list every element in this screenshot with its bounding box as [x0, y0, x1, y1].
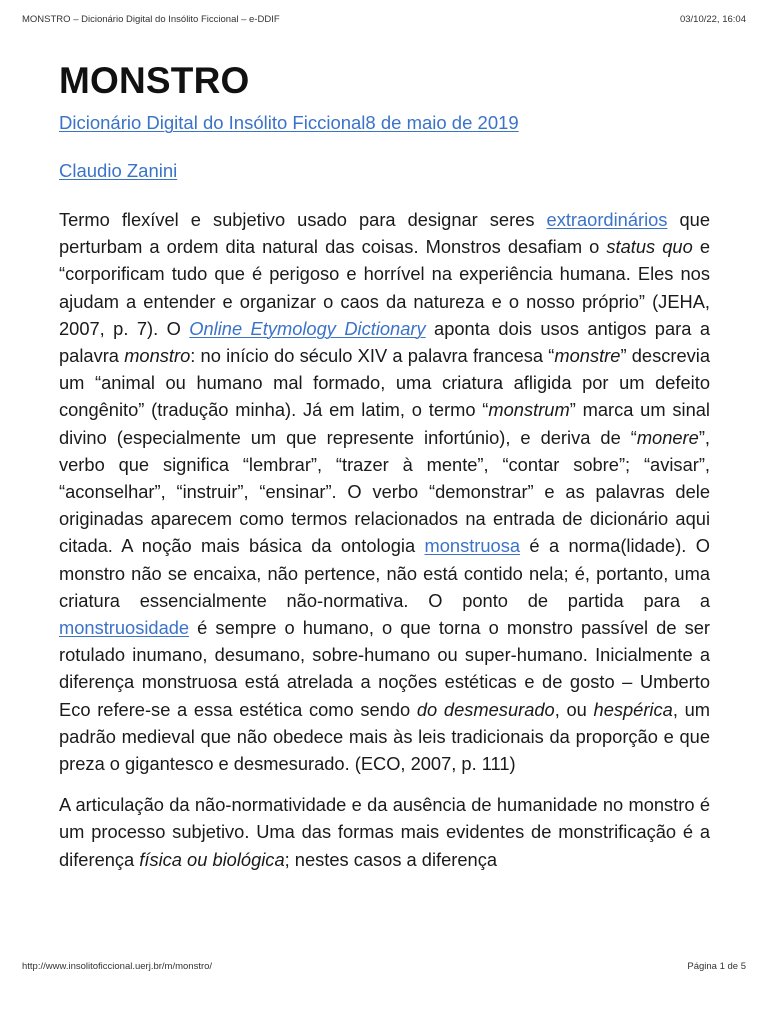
article-author	[59, 158, 710, 184]
text: ; nestes casos a diferença	[284, 848, 498, 870]
article	[59, 58, 710, 873]
print-footer	[22, 961, 746, 972]
print-url: http://www.insolitoficcional.uerj.br/m/monstro/	[22, 961, 213, 972]
text: ”, verbo que significa “lembrar”, “trazer à mente”, “contar sobre”; “avisar”, “aconselhar”, “instruir”, “ensinar”. O verbo “demonstrar” e as palavras dele originadas aparecem como termos relacionados na entrada de dicionário aqui citada. A noção mais básica da ontologia	[59, 426, 710, 557]
link-extraordinarios[interactable]: extraordinários	[546, 209, 668, 230]
text: é a norma(lidade). O monstro não se encaixa, não pertence, não está contido nela; é, portanto, uma criatura essencialmente não-normativa. O ponto de partida para a	[59, 535, 710, 611]
text: A articulação da não-normatividade e da ausência de humanidade no monstro é um processo subjetivo. Uma das formas mais evidentes de monstrificação é a diferença	[59, 794, 710, 870]
link-etymology-dictionary[interactable]	[189, 318, 425, 339]
link-text: Online Etymology Dictionary	[189, 317, 426, 339]
article-meta	[59, 110, 710, 136]
text: ” marca um sinal divino (especialmente um que represente infortúnio), e deriva de “	[59, 399, 710, 448]
paragraph-1	[59, 206, 710, 777]
print-header	[22, 14, 746, 25]
text: , um padrão medieval que não obedece mais às leis tradicionais da proporção e que preza o gigantesco e desmesurado. (ECO, 2007, p. 111)	[59, 698, 710, 775]
text: , ou	[554, 698, 594, 720]
text: ” descrevia um “animal ou humano mal formado, uma criatura afligida por um defeito congênito” (tradução minha). Já em latim, o termo “	[59, 345, 710, 421]
print-datetime: 03/10/22, 16:04	[679, 14, 746, 25]
text: que perturbam a ordem dita natural das coisas. Monstros desafiam o	[59, 209, 710, 258]
italic-text: monere	[636, 426, 699, 448]
italic-text: do desmesurado	[416, 698, 555, 720]
text: é sempre o humano, o que torna o monstro passível de ser rotulado inumano, desumano, sobre-humano ou super-humano. Inicialmente a diferença monstruosa está atrelada a noções estéticas e de gosto – Umberto Eco refere-se a essa estética como sendo	[59, 617, 710, 720]
italic-text: hespérica	[593, 698, 673, 720]
link-monstruosa[interactable]: monstruosa	[424, 535, 521, 557]
link-monstruosidade[interactable]: monstruosidade	[59, 617, 190, 639]
italic-text: monstrum	[488, 399, 570, 421]
italic-text: status quo	[606, 236, 693, 258]
text: Termo flexível e subjetivo usado para designar seres	[59, 209, 547, 230]
text: : no início do século XIV a palavra francesa “	[190, 345, 555, 367]
text: e “corporificam tudo que é perigoso e horrível na experiência humana. Eles nos ajudam a entender e organizar o caos da natureza e o nosso próprio” (JEHA, 2007, p. 7). O	[59, 236, 710, 339]
date-link[interactable]: 8 de maio de 2019	[365, 112, 519, 133]
italic-text: monstre	[554, 345, 621, 367]
article-title: MONSTRO	[59, 60, 250, 101]
paragraph-2	[59, 791, 710, 873]
print-page-title: MONSTRO – Dicionário Digital do Insólito Ficcional – e-DDIF	[22, 14, 280, 25]
italic-text: monstro	[124, 345, 191, 367]
text: aponta dois usos antigos para a palavra	[59, 317, 710, 367]
author-link[interactable]: Claudio Zanini	[59, 160, 178, 181]
italic-text: física ou biológica	[139, 848, 285, 870]
site-link[interactable]: Dicionário Digital do Insólito Ficcional	[59, 112, 366, 133]
print-page-number: Página 1 de 5	[687, 961, 746, 972]
